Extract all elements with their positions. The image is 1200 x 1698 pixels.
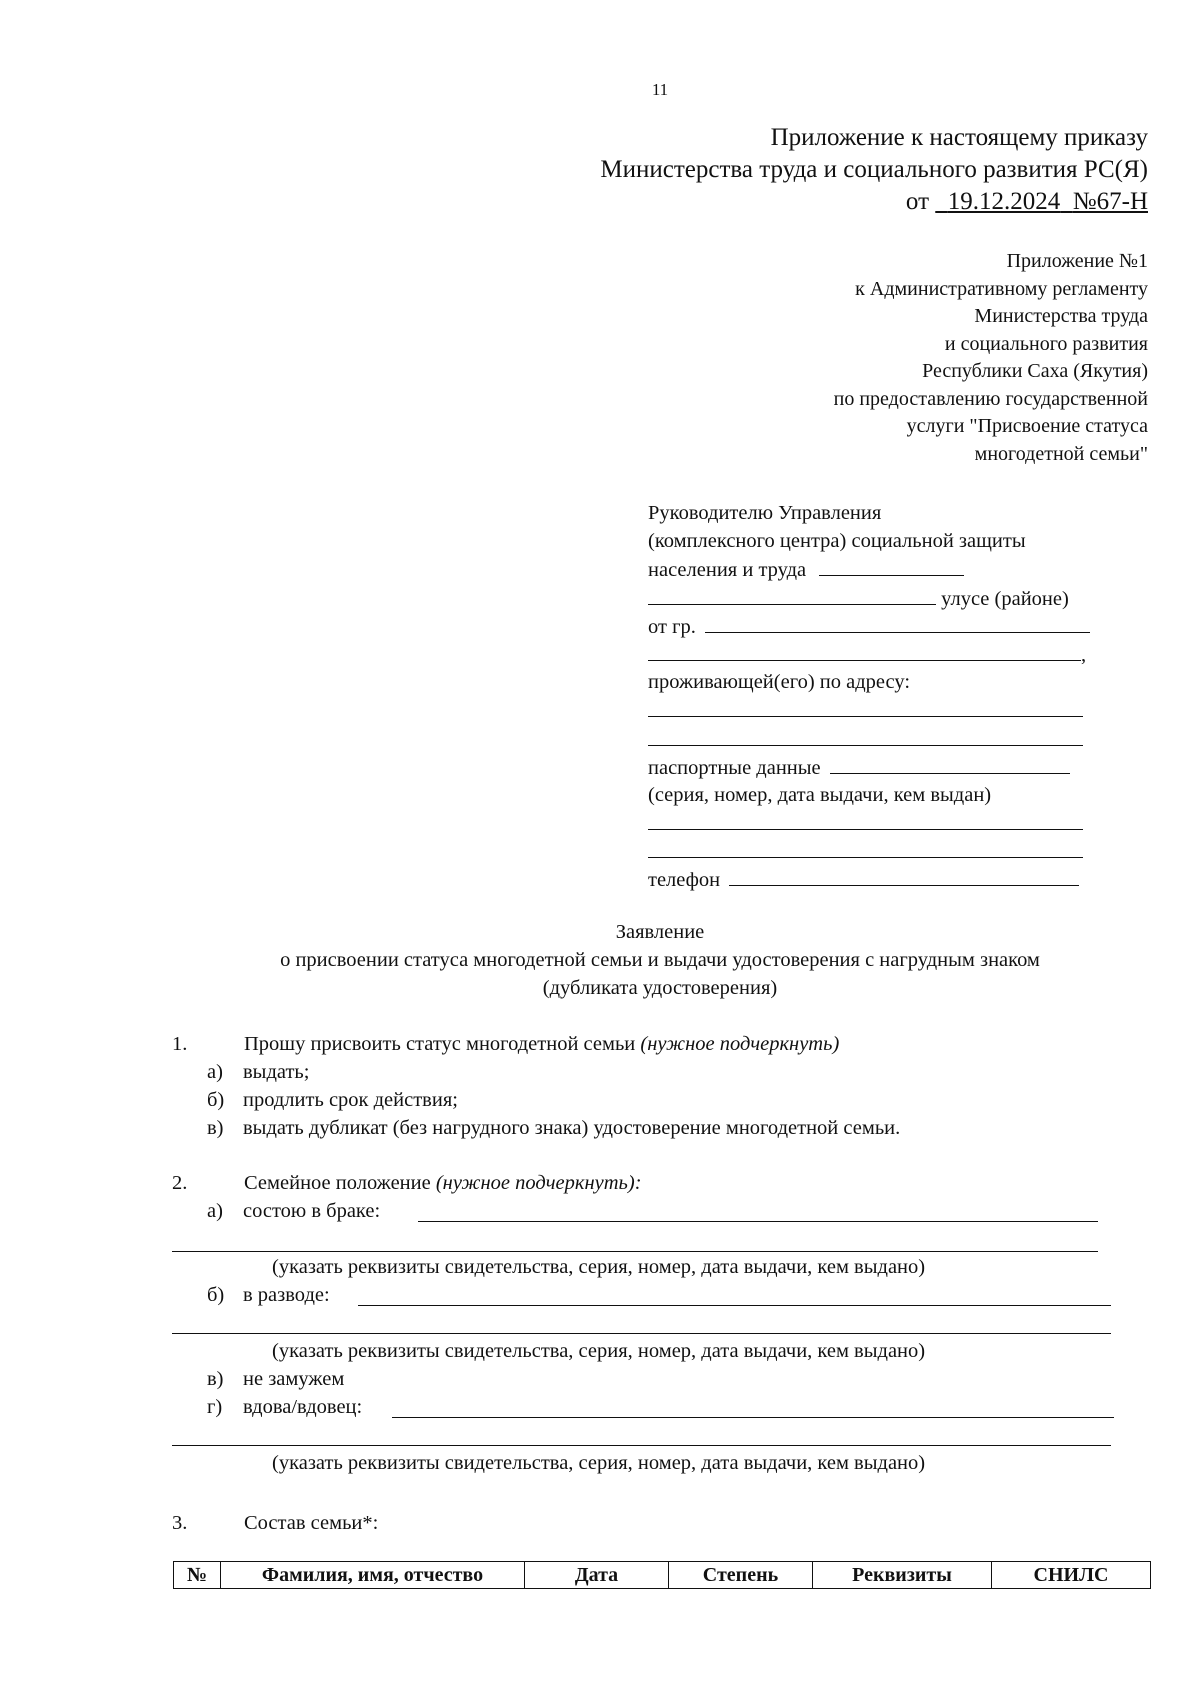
option-mark: г) xyxy=(207,1396,223,1418)
annex-line: к Административному регламенту xyxy=(855,277,1148,300)
application-title xyxy=(160,918,1160,1002)
annex-line: по предоставлению государственной xyxy=(833,387,1148,410)
annex-line: услуги "Присвоение статуса xyxy=(906,415,1148,437)
option-mark: б) xyxy=(207,1089,225,1111)
married-field[interactable] xyxy=(418,1221,1098,1222)
order-line-1: Приложение к настоящему приказу xyxy=(770,124,1148,151)
comma: , xyxy=(1081,643,1087,666)
addressee-line-1: Руководителю Управления xyxy=(648,502,882,524)
section-2-number: 2. xyxy=(172,1172,188,1194)
address-field-2[interactable] xyxy=(648,725,1083,746)
section-1-number: 1. xyxy=(172,1033,188,1055)
passport-line xyxy=(648,753,1098,781)
addressee-line-2: (комплексного центра) социальной защиты xyxy=(648,530,1026,553)
married-field-2[interactable] xyxy=(172,1251,1098,1252)
phone-label: телефон xyxy=(648,869,721,892)
annex-reference xyxy=(834,248,1148,468)
option-extend[interactable] xyxy=(207,1086,458,1114)
name-cont-line xyxy=(648,640,1098,668)
title-line-2: о присвоении статуса многодетной семьи и выдачи удостоверения с нагрудным знаком xyxy=(280,949,1040,971)
passport-field-2[interactable] xyxy=(648,809,1083,830)
address-field-1[interactable] xyxy=(648,696,1083,717)
order-date-line xyxy=(600,186,1148,218)
title-line-1: Заявление xyxy=(615,921,705,943)
ulus-name-field[interactable] xyxy=(648,584,936,605)
ulus-label: улусе (районе) xyxy=(941,587,1069,610)
option-mark: в) xyxy=(207,1117,224,1139)
passport-line-3 xyxy=(648,837,1098,865)
title-line-3: (дубликата удостоверения) xyxy=(542,977,778,999)
section-3-number: 3. xyxy=(172,1512,188,1534)
addressee-line-3 xyxy=(648,555,1098,583)
section-1-title xyxy=(244,1030,839,1058)
section-1-hint: (нужное подчеркнуть) xyxy=(640,1033,840,1055)
col-number: № xyxy=(174,1562,221,1589)
divorced-field-2[interactable] xyxy=(172,1333,1111,1334)
option-text: выдать; xyxy=(243,1061,310,1083)
passport-field[interactable] xyxy=(830,753,1070,774)
order-line-2: Министерства труда и социального развития РС(Я) xyxy=(600,156,1148,183)
col-relation: Степень xyxy=(669,1562,813,1589)
option-mark: в) xyxy=(207,1368,224,1390)
section-1-text: Прошу присвоить статус многодетной семьи xyxy=(244,1033,636,1055)
col-snils: СНИЛС xyxy=(992,1562,1151,1589)
annex-line: Министерства труда xyxy=(974,305,1148,327)
section-2-title xyxy=(244,1169,642,1197)
divorced-caption: (указать реквизиты свидетельства, серия, номер, дата выдачи, кем выдано) xyxy=(272,1340,926,1362)
option-mark: б) xyxy=(207,1284,225,1306)
section-2 xyxy=(172,1169,1132,1489)
phone-field[interactable] xyxy=(729,865,1079,886)
annex-line: Приложение №1 xyxy=(1006,250,1148,272)
addressee-line-3-label: населения и труда xyxy=(648,559,807,582)
option-text: выдать дубликат (без нагрудного знака) удостоверение многодетной семьи. xyxy=(243,1117,901,1139)
order-date-value xyxy=(935,188,1148,215)
col-full-name: Фамилия, имя, отчество xyxy=(221,1562,525,1589)
option-text: в разводе: xyxy=(243,1284,330,1306)
option-text: состою в браке: xyxy=(243,1200,381,1222)
ulus-line xyxy=(648,584,1098,612)
applicant-name-field[interactable] xyxy=(705,612,1090,633)
order-number: №67-Н xyxy=(1072,188,1148,215)
option-text: продлить срок действия; xyxy=(243,1089,458,1111)
family-table xyxy=(173,1561,1151,1589)
order-reference xyxy=(600,122,1148,218)
address-line-1 xyxy=(648,696,1098,724)
section-2-text: Семейное положение xyxy=(244,1172,431,1194)
option-text: не замужем xyxy=(243,1368,345,1390)
passport-hint: (серия, номер, дата выдачи, кем выдан) xyxy=(648,783,992,806)
order-date: 19.12.2024 xyxy=(947,188,1061,215)
col-details: Реквизиты xyxy=(813,1562,992,1589)
annex-line: многодетной семьи" xyxy=(974,442,1148,465)
address-line-2 xyxy=(648,725,1098,753)
section-3 xyxy=(172,1509,1132,1539)
widowed-field[interactable] xyxy=(392,1417,1114,1418)
section-3-title: Состав семьи*: xyxy=(244,1512,379,1534)
divorced-field[interactable] xyxy=(358,1305,1111,1306)
col-date: Дата xyxy=(525,1562,669,1589)
addressee-block xyxy=(648,499,1098,894)
option-married[interactable] xyxy=(207,1197,380,1225)
widowed-field-2[interactable] xyxy=(172,1445,1111,1446)
department-name-field[interactable] xyxy=(819,555,964,576)
option-widowed[interactable] xyxy=(207,1393,362,1421)
from-label: от гр. xyxy=(648,615,696,638)
option-single[interactable] xyxy=(207,1365,344,1393)
passport-line-2 xyxy=(648,809,1098,837)
from-line xyxy=(648,612,1098,640)
annex-line: Республики Саха (Якутия) xyxy=(922,360,1148,382)
annex-line: и социального развития xyxy=(944,332,1148,355)
family-table-header xyxy=(174,1562,1151,1589)
option-duplicate[interactable] xyxy=(207,1114,900,1142)
widowed-caption: (указать реквизиты свидетельства, серия, номер, дата выдачи, кем выдано) xyxy=(272,1452,926,1474)
section-1 xyxy=(172,1030,1132,1160)
residing-label: проживающей(его) по адресу: xyxy=(648,671,911,694)
option-divorced[interactable] xyxy=(207,1281,330,1309)
order-date-prefix: от xyxy=(905,188,930,215)
passport-field-3[interactable] xyxy=(648,837,1083,858)
phone-line xyxy=(648,865,1098,893)
option-mark: а) xyxy=(207,1200,223,1222)
option-text: вдова/вдовец: xyxy=(243,1396,363,1418)
applicant-name-field-2[interactable] xyxy=(648,640,1081,661)
option-mark: а) xyxy=(207,1061,223,1083)
passport-label: паспортные данные xyxy=(648,756,821,779)
section-2-hint: (нужное подчеркнуть): xyxy=(435,1172,642,1194)
option-issue[interactable] xyxy=(207,1058,309,1086)
page-number: 11 xyxy=(651,80,669,99)
married-caption: (указать реквизиты свидетельства, серия, номер, дата выдачи, кем выдано) xyxy=(272,1256,926,1278)
